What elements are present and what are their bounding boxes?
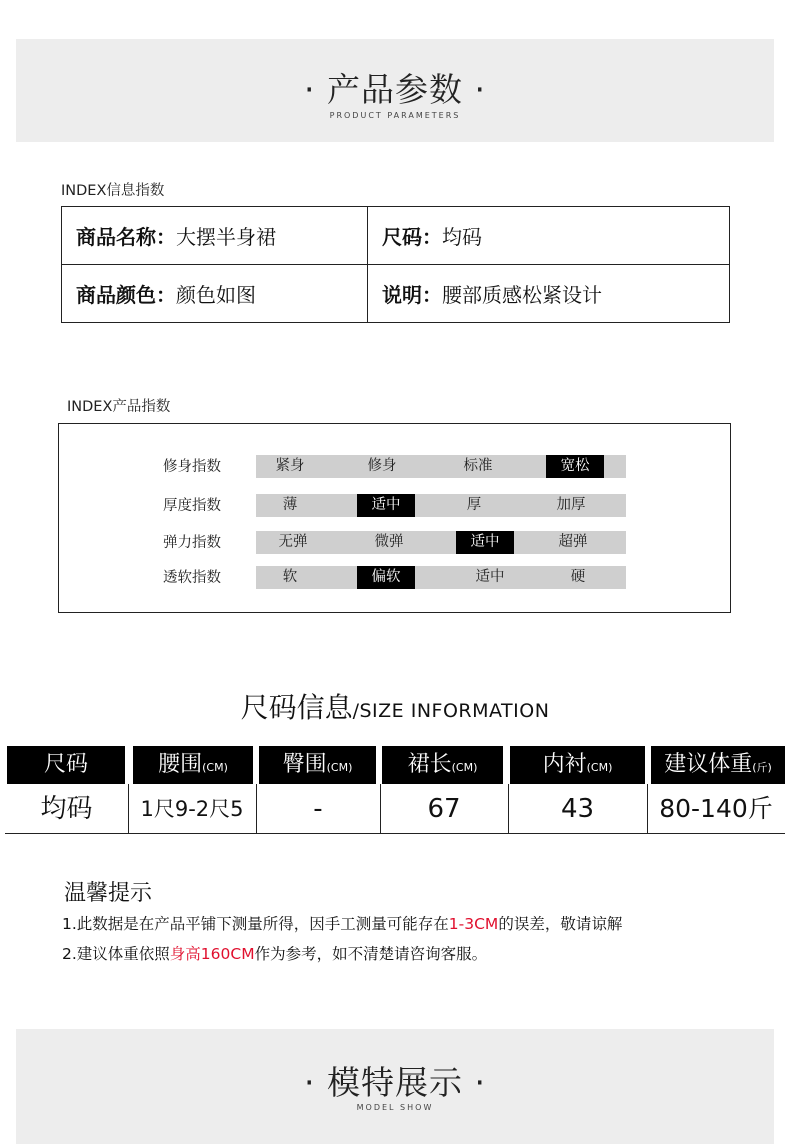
index-row-name: 厚度指数 — [163, 498, 221, 514]
size-header-cell — [7, 746, 125, 784]
tip-2-text-b: 作为参考，如不清楚请咨询客服。 — [254, 945, 488, 963]
size-header-cell — [133, 746, 253, 784]
size-header-unit: (斤) — [752, 761, 772, 774]
banner-title: · 产品参数 · — [304, 70, 486, 109]
info-color-key: 商品颜色： — [76, 283, 176, 307]
size-header-main: 尺码 — [43, 752, 88, 777]
index-bar — [256, 531, 626, 554]
info-name-value: 大摆半身裙 — [176, 225, 276, 249]
tip-2-highlight: 身高160CM — [169, 945, 255, 963]
index-option: 薄 — [282, 497, 298, 513]
tip-1-text-a: 1.此数据是在产品平铺下测量所得，因手工测量可能存在 — [62, 915, 449, 933]
tip-2-text-a: 2.建议体重依照 — [62, 945, 170, 963]
index-row — [59, 566, 730, 590]
size-header-cell — [382, 746, 503, 784]
tip-1-highlight: 1-3CM — [448, 915, 499, 933]
size-header-unit: (CM) — [326, 761, 353, 774]
banner-title: · 模特展示 · — [304, 1063, 486, 1102]
index-option: 适中 — [357, 494, 415, 517]
info-desc-key: 说明： — [382, 283, 442, 307]
index-option: 厚 — [466, 497, 482, 513]
index-row-name: 弹力指数 — [163, 535, 221, 551]
tip-line-2 — [62, 942, 487, 964]
size-header-main: 臀围 — [282, 752, 327, 777]
size-value-cell: 80-140斤 — [647, 784, 785, 834]
info-cell-desc — [368, 265, 730, 323]
index-option: 偏软 — [357, 566, 415, 589]
product-parameters-banner — [16, 39, 774, 142]
index-option: 宽松 — [546, 455, 604, 478]
index-row — [59, 531, 730, 555]
index-option: 适中 — [475, 569, 505, 585]
size-header-unit: (CM) — [202, 761, 228, 774]
info-cell-name — [62, 207, 368, 265]
size-header-unit: (CM) — [451, 761, 478, 774]
size-value-cell: 1尺9-2尺5 — [128, 784, 256, 834]
size-header-main: 建议体重 — [664, 752, 753, 777]
info-table — [61, 206, 730, 323]
size-info-title — [0, 686, 790, 726]
index-option: 软 — [282, 569, 298, 585]
info-cell-size — [368, 207, 730, 265]
size-header-unit: (CM) — [586, 761, 613, 774]
size-value-cell: 43 — [508, 784, 647, 834]
product-index-box — [58, 423, 731, 613]
size-cell-divider — [647, 784, 648, 834]
index-option: 超弹 — [558, 534, 588, 550]
index-option: 加厚 — [556, 497, 586, 513]
index-section-label: INDEX产品指数 — [67, 399, 171, 415]
size-cell-divider — [128, 784, 129, 834]
size-cell-divider — [508, 784, 509, 834]
tip-1-text-b: 的误差，敬请谅解 — [498, 915, 623, 933]
index-bar — [256, 566, 626, 589]
index-option: 微弹 — [374, 534, 404, 550]
index-option: 适中 — [456, 531, 514, 554]
index-option: 紧身 — [275, 458, 305, 474]
tips-title: 温馨提示 — [64, 881, 153, 906]
size-header-cell — [259, 746, 376, 784]
index-row-name: 透软指数 — [163, 570, 221, 586]
size-info-title-cn: 尺码信息 — [240, 691, 353, 724]
size-value-cell: - — [256, 784, 380, 834]
index-option: 无弹 — [278, 534, 308, 550]
size-value-cell: 67 — [380, 784, 508, 834]
size-header-main: 内衬 — [542, 752, 587, 777]
info-cell-color — [62, 265, 368, 323]
size-value-cell: 均码 — [5, 784, 128, 834]
info-desc-value: 腰部质感松紧设计 — [442, 283, 602, 307]
banner-subtitle: PRODUCT PARAMETERS — [329, 111, 461, 120]
index-option: 修身 — [367, 458, 397, 474]
banner-subtitle: MODEL SHOW — [356, 1103, 434, 1112]
size-header-cell — [510, 746, 645, 784]
size-cell-divider — [380, 784, 381, 834]
size-header-cell — [651, 746, 785, 784]
info-name-key: 商品名称： — [76, 225, 176, 249]
size-info-title-en: /SIZE INFORMATION — [352, 700, 550, 722]
tip-line-1 — [62, 912, 622, 934]
info-section-label: INDEX信息指数 — [61, 183, 165, 199]
index-bar — [256, 494, 626, 517]
index-row — [59, 494, 730, 518]
index-bar — [256, 455, 626, 478]
index-option: 标准 — [463, 458, 493, 474]
index-row — [59, 455, 730, 479]
size-header-main: 裙长 — [407, 752, 452, 777]
model-show-banner — [16, 1029, 774, 1144]
size-header-main: 腰围 — [158, 752, 203, 777]
info-size-key: 尺码： — [382, 225, 442, 249]
index-option: 硬 — [570, 569, 586, 585]
info-color-value: 颜色如图 — [176, 283, 256, 307]
index-row-name: 修身指数 — [163, 459, 221, 475]
info-size-value: 均码 — [442, 225, 482, 249]
size-cell-divider — [256, 784, 257, 834]
